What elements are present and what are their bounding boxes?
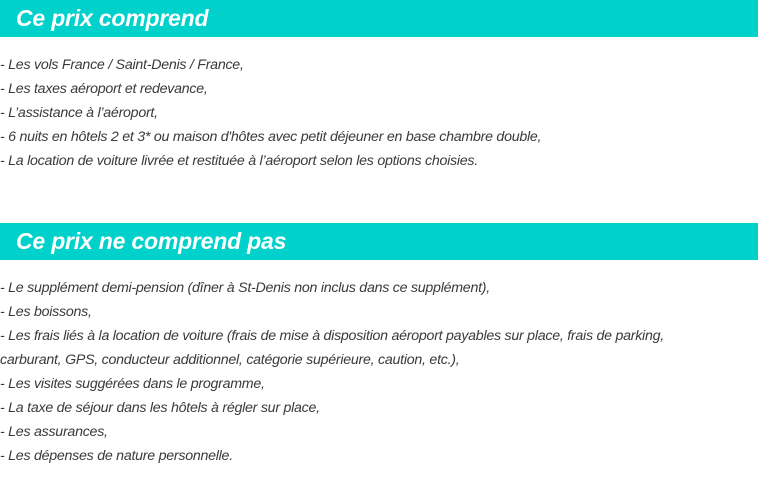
list-item: - Les frais liés à la location de voiture (frais de mise à disposition aéroport payables sur place, frais de parking, carburant, GPS, conducteur additionnel, catégorie supérieure, caution, etc.), bbox=[0, 328, 664, 368]
list-item: - Les vols France / Saint-Denis / France, bbox=[0, 57, 244, 73]
excluded-items-list bbox=[0, 276, 740, 468]
list-item: - Les boissons, bbox=[0, 304, 92, 320]
list-item: - L’assistance à l’aéroport, bbox=[0, 105, 158, 121]
list-item: - Les visites suggérées dans le programme, bbox=[0, 376, 265, 392]
section-header-included bbox=[0, 0, 758, 37]
list-item: - Les dépenses de nature personnelle. bbox=[0, 448, 233, 464]
list-item: - Le supplément demi-pension (dîner à St-Denis non inclus dans ce supplément), bbox=[0, 280, 490, 296]
section-title-included: Ce prix comprend bbox=[16, 5, 209, 31]
list-item: - La location de voiture livrée et restituée à l’aéroport selon les options choisies. bbox=[0, 153, 478, 169]
section-title-excluded: Ce prix ne comprend pas bbox=[16, 228, 287, 254]
section-header-excluded bbox=[0, 223, 758, 260]
list-item: - 6 nuits en hôtels 2 et 3* ou maison d'hôtes avec petit déjeuner en base chambre double, bbox=[0, 129, 542, 145]
list-item: - Les assurances, bbox=[0, 424, 108, 440]
included-items-list bbox=[0, 53, 740, 173]
list-item: - La taxe de séjour dans les hôtels à régler sur place, bbox=[0, 400, 320, 416]
list-item: - Les taxes aéroport et redevance, bbox=[0, 81, 208, 97]
